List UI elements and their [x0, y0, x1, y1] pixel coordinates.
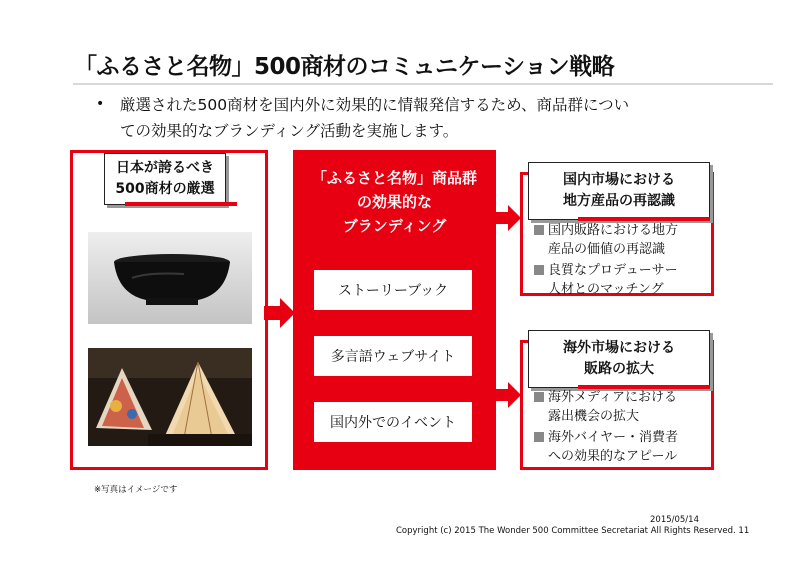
overseas-item-1-line-1: 海外メディアにおける: [548, 390, 677, 405]
square-bullet-icon: [534, 265, 544, 275]
overseas-label-line-1: 海外市場における: [563, 340, 675, 356]
square-bullet-icon: [534, 432, 544, 442]
arrow-to-domestic-icon: [494, 205, 522, 231]
title-divider: [73, 83, 773, 85]
domestic-item: [548, 261, 708, 299]
overseas-label-line-2: 販路の拡大: [584, 361, 654, 377]
bullet-line-2: ての効果的なブランディング活動を実施します。: [120, 122, 459, 140]
branding-heading: [293, 166, 496, 238]
square-bullet-icon: [534, 225, 544, 235]
events-box: 国内外でのイベント: [314, 402, 472, 442]
domestic-item-2-line-2: 人材とのマッチング: [548, 282, 664, 297]
lacquer-bowl-image: [88, 232, 252, 324]
domestic-item-2-line-1: 良質なプロデューサー: [548, 263, 678, 278]
storybook-box: ストーリーブック: [314, 270, 472, 310]
selection-label: [104, 153, 226, 205]
footer-copyright: Copyright (c) 2015 The Wonder 500 Committee Secretariat All Rights Reserved. 11: [396, 526, 750, 536]
domestic-market-label: [528, 162, 710, 220]
selection-label-line-2: 500商材の厳選: [115, 181, 215, 197]
bullet-line-1: 厳選された500商材を国内外に効果的に情報発信するため、商品群につい: [120, 96, 630, 114]
footer-date: 2015/05/14: [650, 515, 699, 525]
multilingual-website-box: 多言語ウェブサイト: [314, 336, 472, 376]
domestic-label-line-2: 地方産品の再認識: [563, 193, 675, 209]
lacquer-bowl-photo: [88, 232, 252, 324]
overseas-item-1-line-2: 露出機会の拡大: [548, 409, 640, 424]
page-title: 「ふるさと名物」500商材のコミュニケーション戦略: [74, 54, 615, 80]
overseas-market-label: [528, 330, 710, 388]
overseas-item: [548, 428, 708, 466]
photo-note: ※写真はイメージです: [94, 485, 178, 495]
bullet-text: [120, 92, 720, 144]
square-bullet-icon: [534, 392, 544, 402]
overseas-item-2-line-1: 海外バイヤー・消費者: [548, 430, 679, 445]
branding-heading-line-2: の効果的な: [356, 193, 432, 211]
domestic-label-line-1: 国内市場における: [563, 172, 675, 188]
selection-label-line-1: 日本が誇るべき: [116, 160, 214, 176]
overseas-item-2-line-2: への効果的なアピール: [548, 449, 678, 464]
domestic-item-1-line-2: 産品の価値の再認識: [548, 242, 666, 257]
lanterns-image: [88, 348, 252, 446]
branding-heading-line-3: ブランディング: [342, 217, 447, 235]
selection-label-underline: [125, 202, 237, 206]
lanterns-photo: [88, 348, 252, 446]
domestic-item: [548, 221, 708, 259]
domestic-item-1-line-1: 国内販路における地方: [548, 223, 679, 238]
arrow-to-overseas-icon: [494, 382, 522, 408]
arrow-to-branding-icon: [264, 298, 296, 328]
overseas-item: [548, 388, 708, 426]
bullet-dot: •: [96, 96, 105, 112]
branding-heading-line-1: 「ふるさと名物」商品群: [311, 169, 477, 187]
